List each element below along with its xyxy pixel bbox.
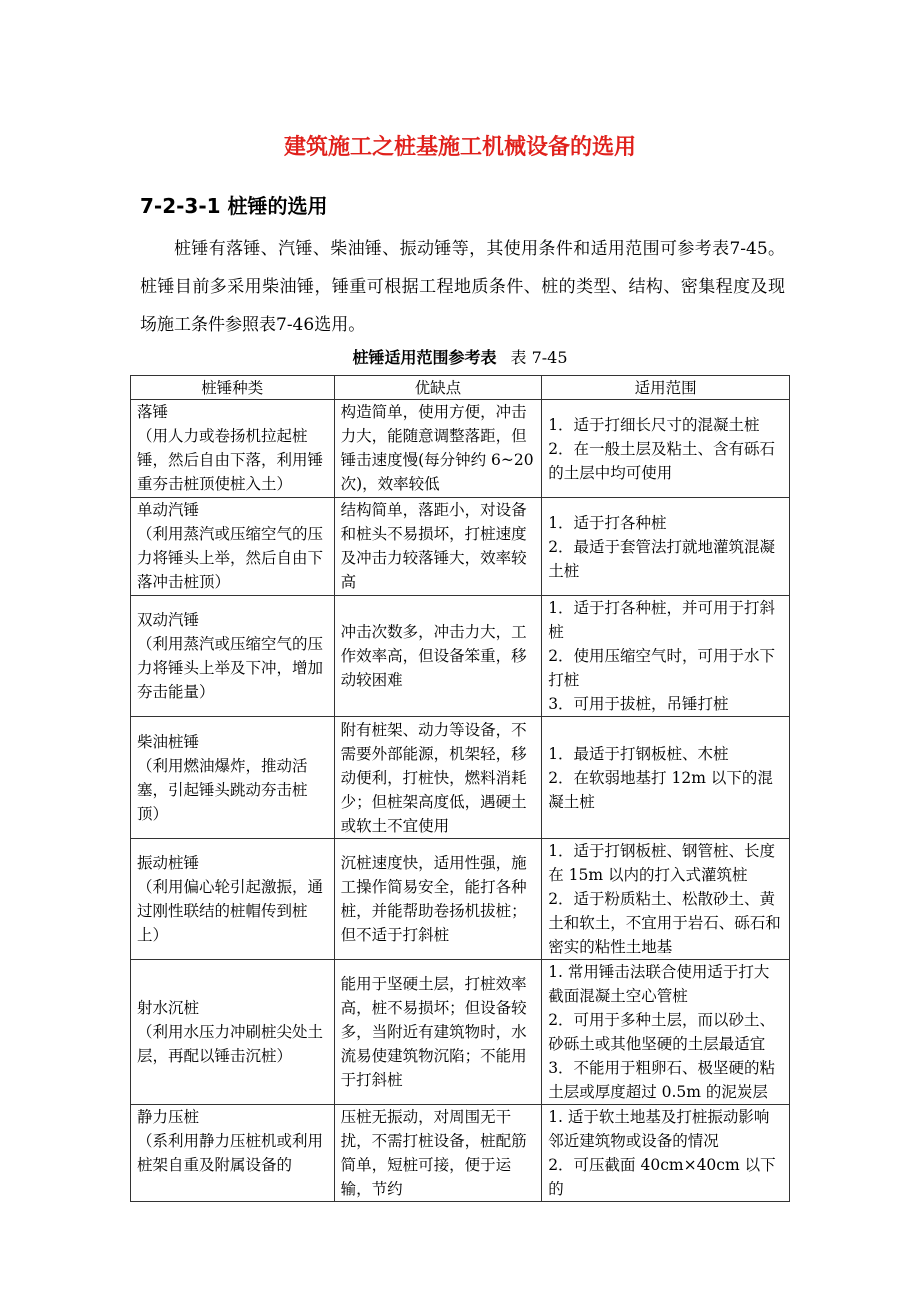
table-caption-text: 桩锤适用范围参考表 <box>352 348 497 367</box>
cell-pros-cons: 能用于坚硬土层，打桩效率高，桩不易损坏；但设备较多，当附近有建筑物时，水流易使建筑物沉陷；不能用于打斜桩 <box>334 960 542 1105</box>
table-row <box>131 596 790 717</box>
table-row <box>131 960 790 1105</box>
cell-hammer-type: 落锤 （用人力或卷扬机拉起桩锤，然后自由下落，利用锤重夯击桩顶使桩入土） <box>131 400 335 498</box>
cell-hammer-type: 静力压桩 （系利用静力压桩机或利用桩架自重及附属设备的 <box>131 1105 335 1202</box>
cell-scope: 1．最适于打钢板桩、木桩 2．在软弱地基打 12m 以下的混凝土桩 <box>542 717 790 839</box>
section-heading: 7-2-3-1 桩锤的选用 <box>140 194 328 218</box>
cell-hammer-type: 振动桩锤 （利用偏心轮引起激振，通过刚性联结的桩帽传到桩上） <box>131 839 335 960</box>
cell-pros-cons: 结构简单，落距小，对设备和桩头不易损坏，打桩速度及冲击力较落锤大，效率较高 <box>334 498 542 596</box>
body-paragraph: 桩锤有落锤、汽锤、柴油锤、振动锤等，其使用条件和适用范围可参考表7-45。桩锤目前多采用柴油锤，锤重可根据工程地质条件、桩的类型、结构、密集程度及现场施工条件参照表7-46选用。 <box>140 239 785 335</box>
table-row <box>131 717 790 839</box>
table-row <box>131 400 790 498</box>
cell-hammer-type: 单动汽锤 （利用蒸汽或压缩空气的压力将锤头上举，然后自由下落冲击桩顶） <box>131 498 335 596</box>
header-hammer-type: 桩锤种类 <box>131 376 335 400</box>
table-caption <box>0 345 920 368</box>
header-scope: 适用范围 <box>542 376 790 400</box>
header-pros-cons: 优缺点 <box>334 376 542 400</box>
cell-pros-cons: 沉桩速度快，适用性强，施工操作简易安全，能打各种桩，并能帮助卷扬机拔桩；但不适于打斜桩 <box>334 839 542 960</box>
cell-hammer-type: 双动汽锤 （利用蒸汽或压缩空气的压力将锤头上举及下冲，增加夯击能量） <box>131 596 335 717</box>
cell-pros-cons: 附有桩架、动力等设备，不需要外部能源，机架轻，移动便利，打桩快，燃料消耗少；但桩架高度低，遇硬土或软土不宜使用 <box>334 717 542 839</box>
cell-pros-cons: 压桩无振动，对周围无干扰，不需打桩设备，桩配筋简单，短桩可接，便于运输，节约 <box>334 1105 542 1202</box>
cell-hammer-type: 柴油桩锤 （利用燃油爆炸，推动活塞，引起锤头跳动夯击桩顶） <box>131 717 335 839</box>
cell-hammer-type: 射水沉桩 （利用水压力冲刷桩尖处土层，再配以锤击沉桩） <box>131 960 335 1105</box>
cell-scope: 1．适于打细长尺寸的混凝土桩 2．在一般土层及粘土、含有砾石的土层中均可使用 <box>542 400 790 498</box>
cell-pros-cons: 冲击次数多，冲击力大，工作效率高，但设备笨重，移动较困难 <box>334 596 542 717</box>
table-number: 表 7-45 <box>510 348 568 367</box>
document-title: 建筑施工之桩基施工机械设备的选用 <box>283 134 636 160</box>
cell-scope: 1．适于打钢板桩、钢管桩、长度在 15m 以内的打入式灌筑桩 2．适于粉质粘土、松散砂土、黄土和软土，不宜用于岩石、砾石和密实的粘性土地基 <box>542 839 790 960</box>
cell-scope: 1．适于打各种桩，并可用于打斜桩 2．使用压缩空气时，可用于水下打桩 3．可用于拔桩，吊锤打桩 <box>542 596 790 717</box>
cell-scope: 1．适于打各种桩 2．最适于套管法打就地灌筑混凝土桩 <box>542 498 790 596</box>
table-row <box>131 839 790 960</box>
pile-hammer-table <box>130 375 790 1202</box>
cell-pros-cons: 构造简单，使用方便，冲击力大，能随意调整落距，但锤击速度慢(每分钟约 6~20 次)，效率较低 <box>334 400 542 498</box>
table-header-row <box>131 376 790 400</box>
cell-scope: 1. 常用锤击法联合使用适于打大截面混凝土空心管桩 2．可用于多种土层，而以砂土、砂砾土或其他坚硬的土层最适宜 3．不能用于粗卵石、极坚硬的粘土层或厚度超过 0.5m 的泥炭层 <box>542 960 790 1105</box>
table-row <box>131 1105 790 1202</box>
table-row <box>131 498 790 596</box>
cell-scope: 1. 适于软土地基及打桩振动影响邻近建筑物或设备的情况 2．可压截面 40cm×40cm 以下的 <box>542 1105 790 1202</box>
